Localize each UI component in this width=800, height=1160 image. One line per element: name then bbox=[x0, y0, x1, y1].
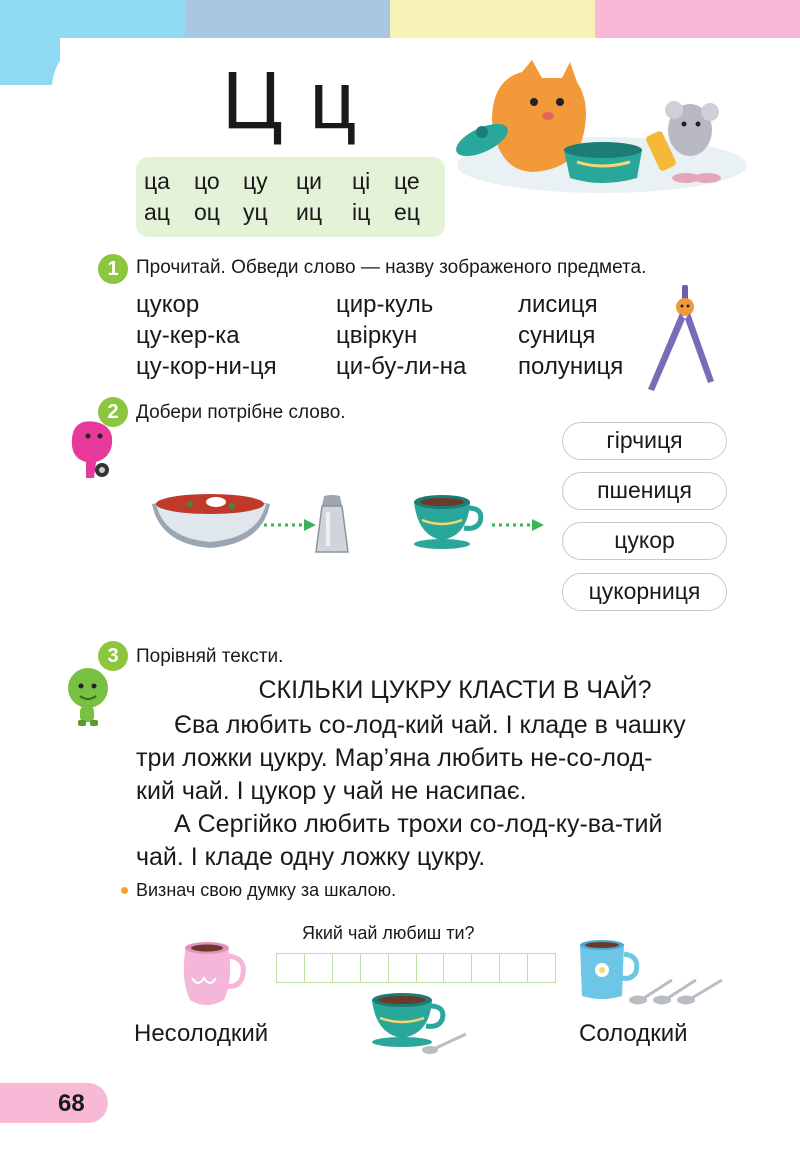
syllable: ец bbox=[394, 199, 420, 225]
scale-cell[interactable] bbox=[361, 954, 389, 982]
pink-character-icon bbox=[66, 418, 120, 486]
syllable: цу bbox=[243, 168, 268, 194]
scale-cell[interactable] bbox=[417, 954, 445, 982]
scale-cell[interactable] bbox=[277, 954, 305, 982]
syllable: оц bbox=[194, 199, 220, 225]
syllable: цо bbox=[194, 168, 220, 194]
pink-jug-icon bbox=[176, 938, 252, 1010]
task-1-instruction: Прочитай. Обведи слово — назву зображеного предмета. bbox=[136, 257, 647, 278]
task-3-badge: 3 bbox=[98, 641, 128, 671]
teacup-spoon-icon bbox=[368, 990, 468, 1056]
word-option: цу-кор-ни-ця bbox=[136, 353, 277, 380]
pepper-shaker-icon bbox=[312, 494, 352, 556]
opinion-scale[interactable] bbox=[276, 953, 556, 983]
scale-question: Який чай любиш ти? bbox=[302, 923, 475, 943]
syllable: іц bbox=[352, 199, 371, 225]
word-option: цу-кер-ка bbox=[136, 322, 240, 349]
text-line: Єва любить со-лод-кий чай. І кладе в чашку bbox=[174, 711, 686, 739]
task-1-badge: 1 bbox=[98, 254, 128, 284]
bullet-icon bbox=[121, 887, 128, 894]
task-3-instruction: Порівняй тексти. bbox=[136, 646, 284, 667]
task-2-badge: 2 bbox=[98, 397, 128, 427]
word-option: цвіркун bbox=[336, 322, 418, 349]
text-line: чай. І кладе одну ложку цукру. bbox=[136, 843, 486, 871]
syllable: ца bbox=[144, 168, 170, 194]
left-band-blue bbox=[0, 0, 60, 85]
page-number: 68 bbox=[58, 1090, 85, 1117]
letter-title: Ц ц bbox=[222, 55, 359, 146]
scale-cell[interactable] bbox=[528, 954, 555, 982]
scale-instruction: Визнач свою думку за шкалою. bbox=[136, 880, 397, 900]
word-choice-pill[interactable]: гірчиця bbox=[562, 422, 727, 460]
text-line: А Сергійко любить трохи со-лод-ку-ва-тий bbox=[174, 810, 663, 838]
text-line: кий чай. І цукор у чай не насипає. bbox=[136, 777, 527, 805]
syllable: ац bbox=[144, 199, 170, 225]
word-choice-pill[interactable]: пшениця bbox=[562, 472, 727, 510]
arrow-icon bbox=[262, 518, 318, 532]
task-2-instruction: Добери потрібне слово. bbox=[136, 402, 346, 423]
syllable: уц bbox=[243, 199, 268, 225]
text-line: три ложки цукру. Мар’яна любить не-со-лод- bbox=[136, 744, 653, 772]
scale-right-label: Солодкий bbox=[579, 1020, 688, 1047]
compass-icon bbox=[640, 285, 720, 395]
word-choice-pill[interactable]: цукор bbox=[562, 522, 727, 560]
scale-cell[interactable] bbox=[444, 954, 472, 982]
scale-cell[interactable] bbox=[500, 954, 528, 982]
word-option: ци-бу-ли-на bbox=[336, 353, 467, 380]
top-band-yellow bbox=[390, 0, 595, 38]
page-number-tab bbox=[0, 1083, 108, 1123]
scale-cell[interactable] bbox=[389, 954, 417, 982]
syllable: ці bbox=[352, 168, 371, 194]
soup-bowl-icon bbox=[150, 486, 272, 552]
word-option: полуниця bbox=[518, 353, 624, 380]
word-choice-pill[interactable]: цукорниця bbox=[562, 573, 727, 611]
scale-cell[interactable] bbox=[472, 954, 500, 982]
arrow-icon bbox=[490, 518, 546, 532]
word-option: цукор bbox=[136, 291, 200, 318]
top-band-pink bbox=[595, 0, 800, 38]
word-option: лисиця bbox=[518, 291, 598, 318]
blue-mug-spoons-icon bbox=[576, 938, 726, 1008]
word-option: суниця bbox=[518, 322, 596, 349]
word-option: цир-куль bbox=[336, 291, 434, 318]
cat-mouse-illustration bbox=[452, 60, 752, 195]
scale-cell[interactable] bbox=[333, 954, 361, 982]
syllable: иц bbox=[296, 199, 323, 225]
syllable: це bbox=[394, 168, 420, 194]
scale-left-label: Несолодкий bbox=[134, 1020, 269, 1047]
scale-cell[interactable] bbox=[305, 954, 333, 982]
teacup-icon bbox=[410, 490, 488, 552]
text-title: СКІЛЬКИ ЦУКРУ КЛАСТИ В ЧАЙ? bbox=[258, 676, 652, 704]
top-band-grey-blue bbox=[185, 0, 390, 38]
syllable: ци bbox=[296, 168, 323, 194]
